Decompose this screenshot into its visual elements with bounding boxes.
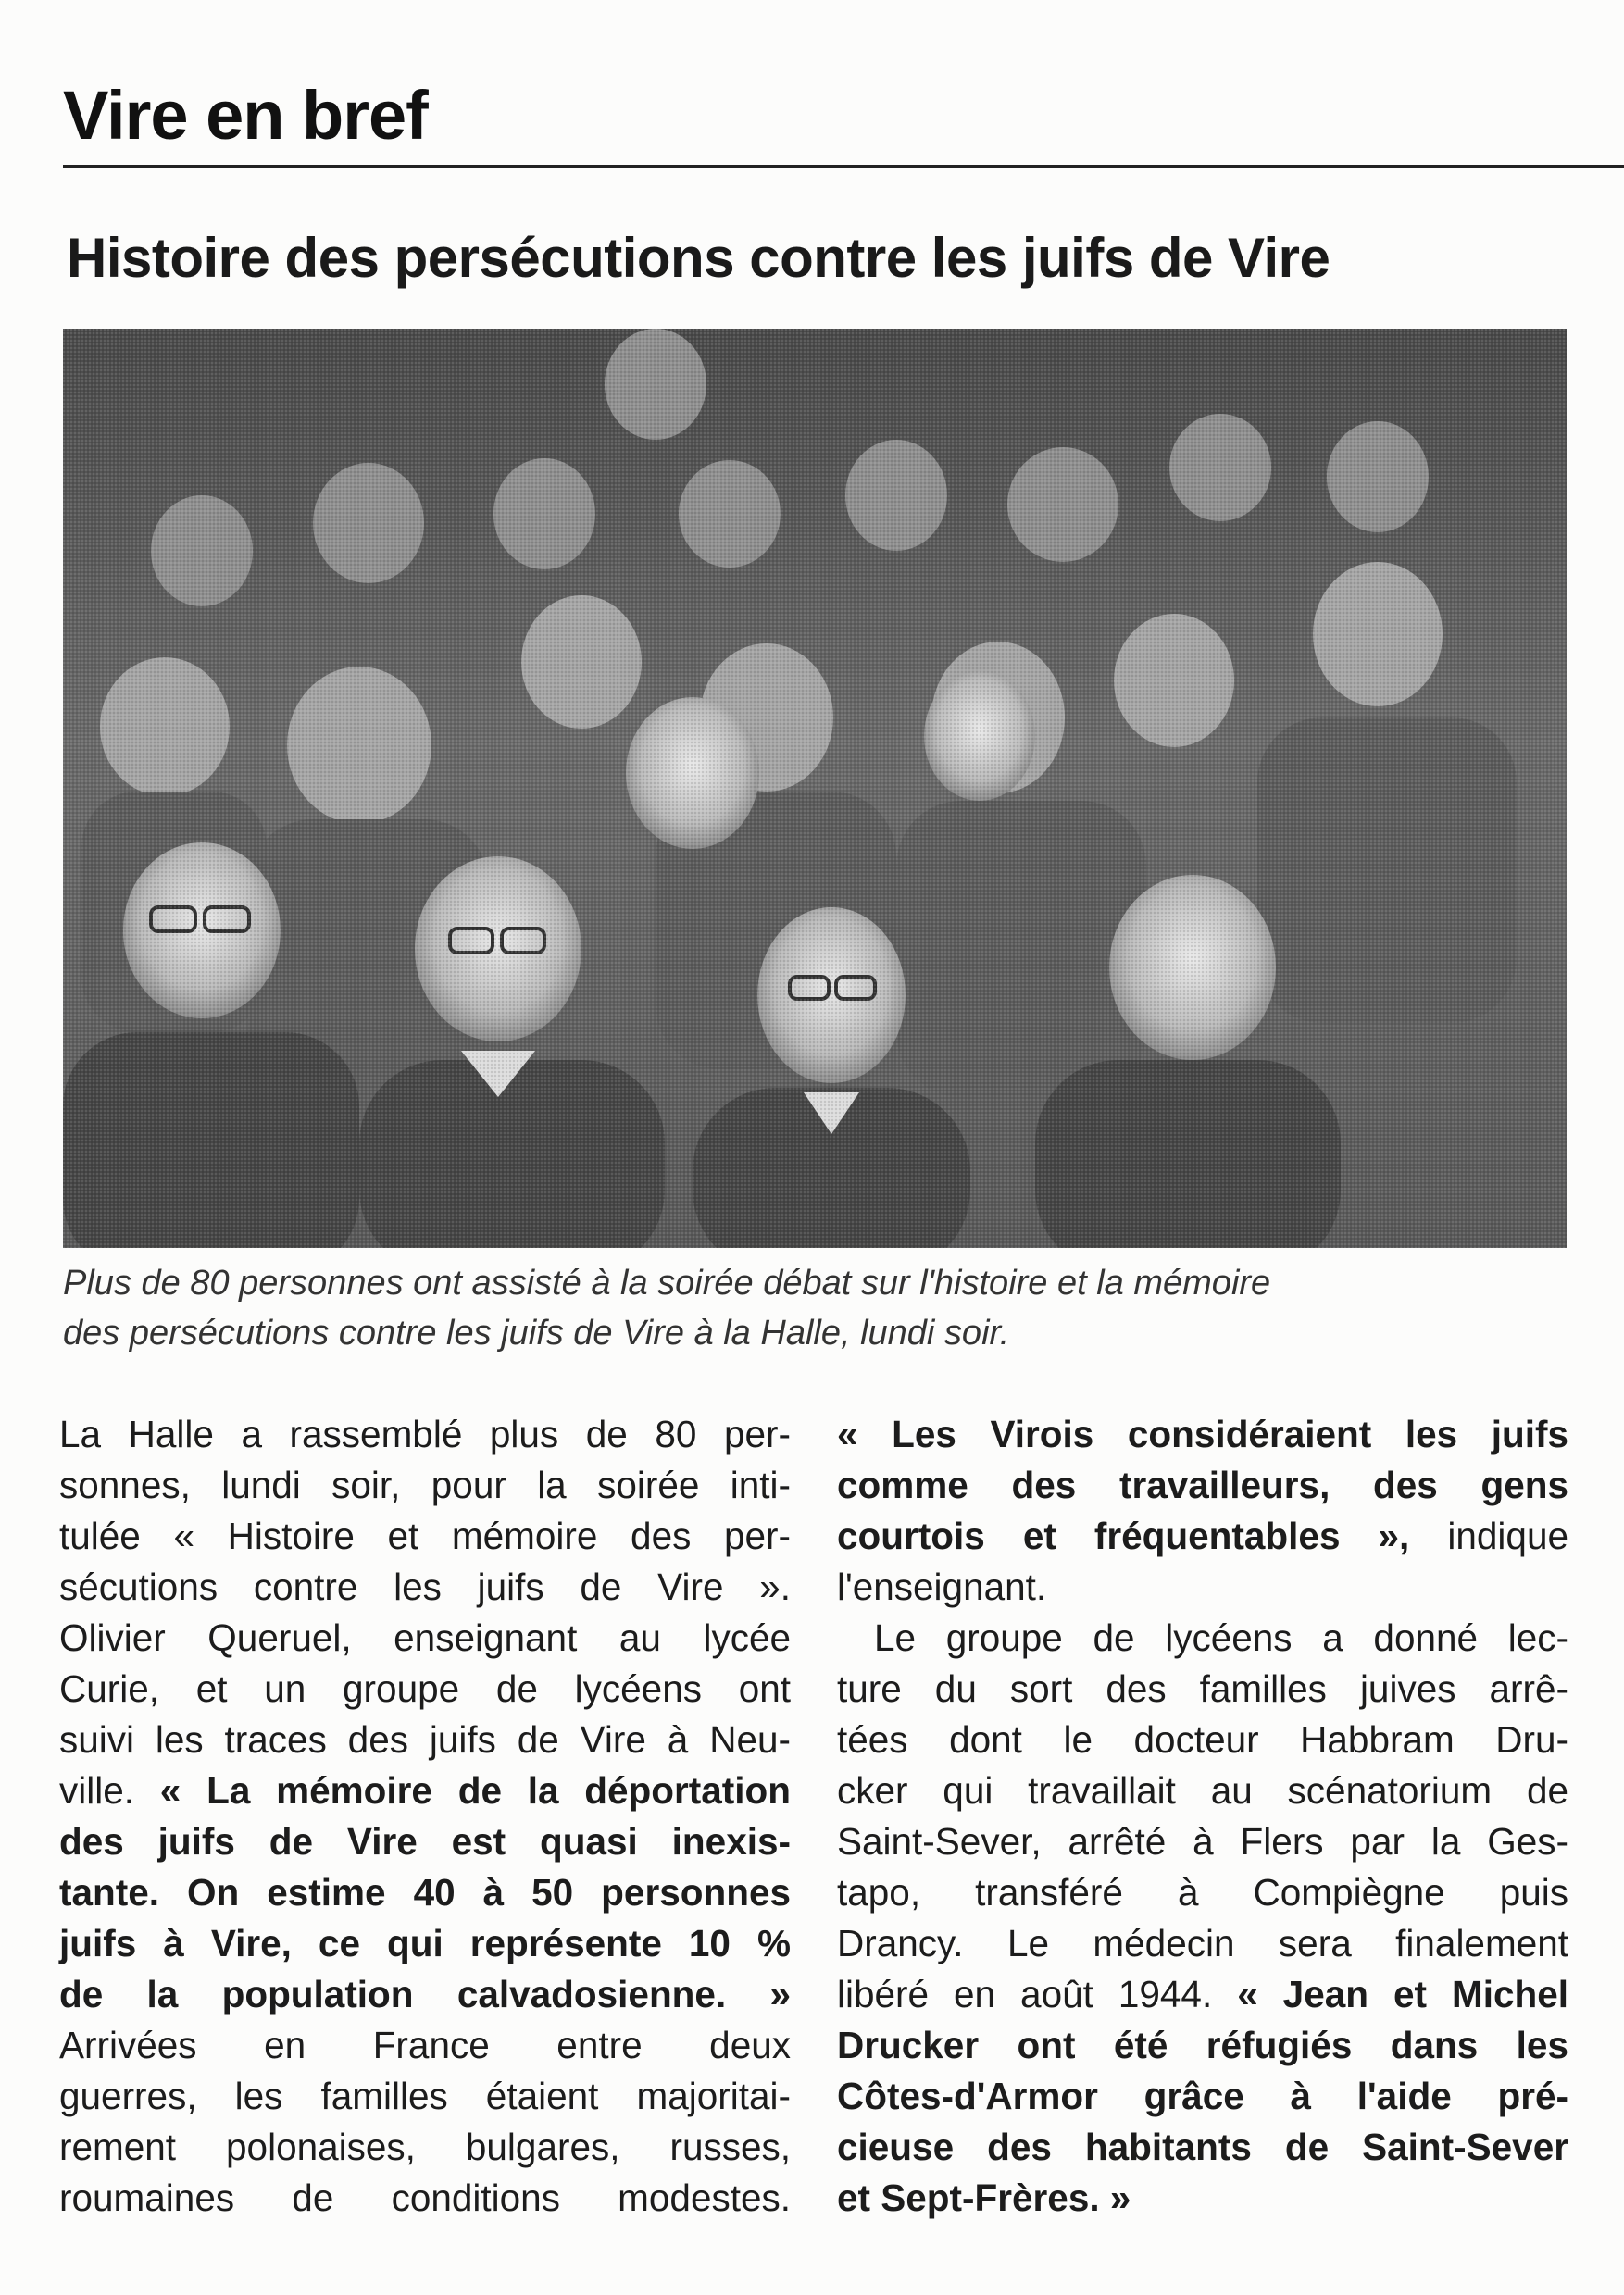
quote-fragment: « Jean et Michel — [1237, 1973, 1568, 2015]
text-fragment: libéré en août 1944. — [837, 1973, 1238, 2015]
quote-line: et Sept-Frères. » — [837, 2177, 1131, 2219]
text-line: Olivier Queruel, enseignant au lycée — [59, 1616, 791, 1659]
text-line: sonnes, lundi soir, pour la soirée inti- — [59, 1464, 791, 1506]
text-line: La Halle a rassemblé plus de 80 per- — [59, 1413, 791, 1455]
text-line: Le groupe de lycéens a donné lec- — [874, 1616, 1568, 1659]
quote-line: de la population calvadosienne. » — [59, 1973, 791, 2015]
text-fragment: ville. — [59, 1769, 160, 1812]
text-line: suivi les traces des juifs de Vire à Neu- — [59, 1718, 791, 1761]
rubric-divider — [63, 165, 1624, 168]
quote-line: Côtes-d'Armor grâce à l'aide pré- — [837, 2075, 1568, 2117]
text-line — [837, 1511, 1568, 1562]
text-line: Saint-Sever, arrêté à Flers par la Ges- — [837, 1820, 1568, 1863]
section-rubric: Vire en bref — [63, 77, 428, 154]
article-headline: Histoire des persécutions contre les juifs de Vire — [67, 227, 1330, 289]
text-fragment: indique — [1409, 1515, 1568, 1557]
text-line: tées dont le docteur Habbram Dru- — [837, 1718, 1568, 1761]
text-line: sécutions contre les juifs de Vire ». — [59, 1565, 791, 1608]
article-column-left — [59, 1409, 791, 2224]
text-line: tulée « Histoire et mémoire des per- — [59, 1515, 791, 1557]
photo-caption — [63, 1259, 1591, 1359]
text-line: rement polonaises, bulgares, russes, — [59, 2126, 791, 2168]
quote-line: « Les Virois considéraient les juifs — [837, 1413, 1568, 1455]
quote-line: comme des travailleurs, des gens — [837, 1464, 1568, 1506]
text-line: Drancy. Le médecin sera finalement — [837, 1922, 1568, 1964]
caption-line: des persécutions contre les juifs de Vire à la Halle, lundi soir. — [63, 1313, 1010, 1353]
quote-line: tante. On estime 40 à 50 personnes — [59, 1871, 791, 1914]
text-line: roumaines de conditions modestes. — [59, 2177, 791, 2219]
text-line: Curie, et un groupe de lycéens ont — [59, 1667, 791, 1710]
text-line — [837, 1969, 1568, 2020]
quote-fragment: courtois et fréquentables », — [837, 1515, 1410, 1557]
quote-line: cieuse des habitants de Saint-Sever — [837, 2126, 1568, 2168]
audience-photo — [63, 329, 1567, 1248]
quote-line: juifs à Vire, ce qui représente 10 % — [59, 1922, 791, 1964]
text-line: Arrivées en France entre deux — [59, 2024, 791, 2066]
text-line — [59, 1765, 791, 1816]
quote-line: Drucker ont été réfugiés dans les — [837, 2024, 1568, 2066]
quote-line: des juifs de Vire est quasi inexis- — [59, 1820, 791, 1863]
quote-fragment: « La mémoire de la déportation — [159, 1769, 792, 1812]
text-line: l'enseignant. — [837, 1565, 1047, 1608]
text-line: cker qui travaillait au scénatorium de — [837, 1769, 1568, 1812]
text-line: tapo, transféré à Compiègne puis — [837, 1871, 1568, 1914]
caption-line: Plus de 80 personnes ont assisté à la soirée débat sur l'histoire et la mémoire — [63, 1264, 1271, 1303]
text-line: ture du sort des familles juives arrê- — [837, 1667, 1568, 1710]
text-line: guerres, les familles étaient majoritai- — [59, 2075, 791, 2117]
article-column-right — [837, 1409, 1568, 2224]
